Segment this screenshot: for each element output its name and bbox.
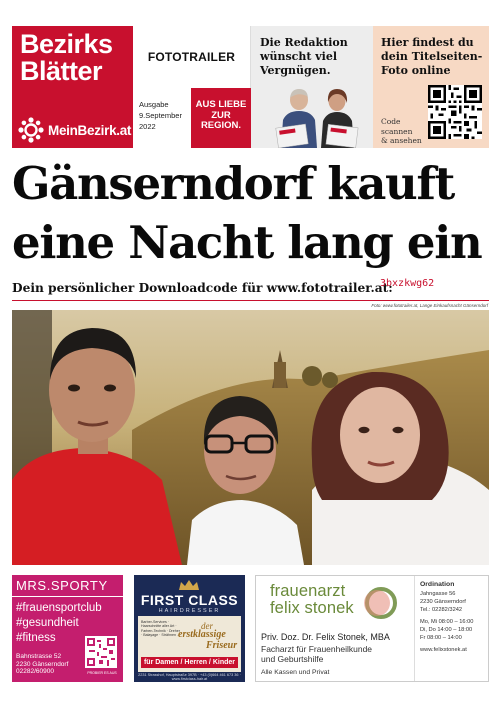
titelseite-text bbox=[381, 36, 487, 78]
mrs-sporty-address bbox=[16, 653, 68, 676]
ad-first-class[interactable] bbox=[134, 575, 245, 682]
mrs-sporty-hashtag: #frauensportclub bbox=[16, 602, 102, 614]
mrs-sporty-qr-caption: PROBIER ES AUS bbox=[87, 671, 117, 675]
issue-date bbox=[133, 88, 191, 148]
cover-photo bbox=[12, 310, 489, 565]
titelseite-box bbox=[373, 26, 489, 148]
first-class-friseur: Friseur bbox=[206, 640, 238, 651]
ordination-hours: Mo, Mi 08:00 – 16:00 bbox=[420, 619, 474, 625]
logo-line-1: Bezirks bbox=[20, 29, 113, 59]
mrs-sporty-qr-code[interactable] bbox=[85, 636, 117, 668]
issue-date-label: Ausgabe bbox=[139, 100, 169, 109]
meinbezirk-icon bbox=[18, 117, 44, 143]
redaktion-line-2: wünscht viel bbox=[260, 50, 338, 63]
fototrailer-box bbox=[133, 26, 251, 88]
download-code[interactable]: 3bxzkwg62 bbox=[380, 278, 435, 289]
redaktion-photo bbox=[269, 84, 365, 148]
ordination-website[interactable]: www.felixstonek.at bbox=[420, 647, 467, 653]
mrs-sporty-hashtag: #gesundheit bbox=[16, 617, 79, 629]
code-scan-hint bbox=[381, 117, 422, 146]
ordination-street: Jahngasse 56 bbox=[420, 591, 456, 597]
ordination-hours: Di, Do 14:00 – 18:00 bbox=[420, 627, 473, 633]
masthead bbox=[12, 26, 489, 148]
logo-line-2: Blätter bbox=[20, 56, 103, 86]
frauenarzt-logo-icon bbox=[357, 584, 399, 622]
cover-photo-image bbox=[12, 310, 489, 565]
mrs-sporty-divider bbox=[12, 596, 123, 597]
redaktion-line-1: Die Redaktion bbox=[260, 36, 348, 49]
qr-code-icon bbox=[87, 638, 115, 666]
aus-liebe-line-2: ZUR bbox=[211, 109, 231, 121]
download-text: Dein persönlicher Downloadcode für www.fototrailer.at: bbox=[12, 281, 393, 295]
headline bbox=[12, 154, 492, 272]
aus-liebe-badge bbox=[191, 88, 251, 148]
ordination-hours: Fr 08:00 – 14:00 bbox=[420, 635, 462, 641]
bezirksblaetter-logo[interactable] bbox=[12, 26, 133, 148]
frauenarzt-title: frauenarzt bbox=[270, 582, 346, 600]
frauenarzt-contact bbox=[414, 576, 489, 681]
photo-credit: Foto: www.fototrailer.at, Lange Einkaufsnacht Gänserndorf bbox=[371, 303, 488, 308]
aus-liebe-line-1: AUS LIEBE bbox=[195, 99, 247, 110]
redaktion-line-3: Vergnügen. bbox=[260, 64, 331, 77]
frauenarzt-doctor-name: felix stonek bbox=[270, 599, 354, 617]
ordination-phone: Tel.: 02282/3242 bbox=[420, 607, 463, 613]
frauenarzt-specialty-1: Facharzt für Frauenheilkunde bbox=[261, 644, 373, 654]
headline-line-2: eine Nacht lang ein bbox=[12, 216, 482, 269]
first-class-subtitle: HAIRDRESSER bbox=[158, 608, 221, 614]
frauenarzt-specialty-2: und Geburtshilfe bbox=[261, 654, 324, 664]
ad-mrs-sporty[interactable] bbox=[12, 575, 123, 682]
titelseite-line-2: dein Titelseiten- bbox=[381, 50, 483, 63]
titelseite-qr-code[interactable] bbox=[428, 85, 482, 139]
first-class-services: Barber-Services · Haarschnitte aller Art · Farben-Technik · Dreher · Balayage · Strähnen ... bbox=[141, 620, 180, 638]
code-hint-line-1: Code bbox=[381, 117, 401, 126]
first-class-der: der bbox=[201, 621, 213, 631]
code-hint-line-2: scannen bbox=[381, 126, 413, 136]
divider-rule bbox=[12, 300, 489, 301]
issue-date-year: 2022 bbox=[139, 122, 156, 131]
headline-line-1: Gänserndorf kauft bbox=[12, 157, 455, 210]
ordination-city: 2230 Gänserndorf bbox=[420, 599, 466, 605]
crown-icon bbox=[178, 579, 200, 591]
mrs-sporty-hashtag: #fitness bbox=[16, 632, 56, 644]
first-class-panel bbox=[138, 616, 241, 672]
code-hint-line-3: & ansehen bbox=[381, 136, 422, 145]
meinbezirk-text: MeinBezirk.at bbox=[48, 122, 132, 138]
first-class-groups: für Damen / Herren / Kinder bbox=[141, 657, 238, 668]
mrs-sporty-phone: 02282/60900 bbox=[16, 668, 54, 676]
first-class-erstklassige: erstklassige bbox=[178, 629, 226, 640]
frauenarzt-insurance: Alle Kassen und Privat bbox=[261, 669, 330, 676]
titelseite-line-3: Foto online bbox=[381, 64, 451, 77]
mrs-sporty-title: MRS.SPORTY bbox=[16, 578, 108, 593]
frauenarzt-full-name: Priv. Doz. Dr. Felix Stonek, MBA bbox=[261, 632, 390, 642]
meinbezirk-brand bbox=[18, 117, 131, 143]
fototrailer-title: FOTOTRAILER bbox=[147, 50, 236, 64]
issue-date-day: 9.September bbox=[139, 111, 182, 120]
mrs-sporty-city: 2230 Gänserndorf bbox=[16, 660, 69, 668]
ordination-heading: Ordination bbox=[420, 581, 455, 588]
mrs-sporty-street: Bahnstrasse 52 bbox=[16, 653, 62, 660]
redaktion-text bbox=[260, 36, 370, 78]
ad-frauenarzt[interactable] bbox=[255, 575, 489, 682]
first-class-title: FIRST CLASS bbox=[140, 592, 239, 608]
titelseite-line-1: Hier findest du bbox=[381, 36, 474, 49]
first-class-address: 2231 Strasshof, Hauptstraße 397B · +43 (0)664 461 673 36 · www.firstclass-hair.at bbox=[138, 673, 241, 681]
aus-liebe-line-3: REGION. bbox=[200, 120, 242, 131]
redaktion-box bbox=[251, 26, 373, 148]
